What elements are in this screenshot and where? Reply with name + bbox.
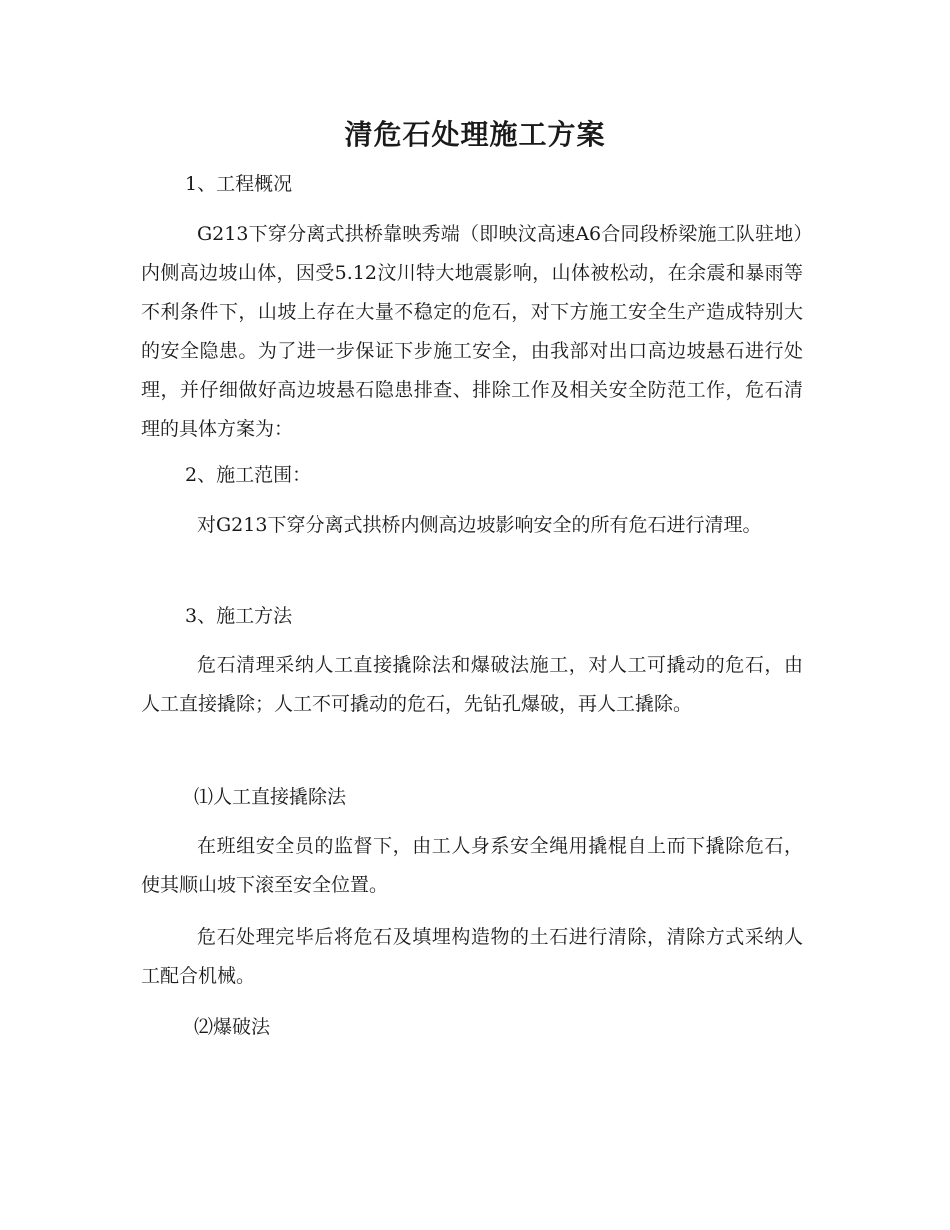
subheading-blasting: ⑵爆破法 xyxy=(194,1016,271,1038)
document-title: 清危石处理施工方案 xyxy=(344,118,606,151)
section-heading-overview: 1、工程概况 xyxy=(185,173,293,195)
section-paragraph-overview: G213下穿分离式拱桥靠映秀端（即映汶高速A6合同段桥梁施工队驻地）内侧高边坡山体，因受5.12汶川特大地震影响，山体被松动，在余震和暴雨等不利条件下，山坡上存在大量不稳定的危石，对下方施工安全生产造成特别大的安全隐患。为了进一步保证下步施工安全，由我部对出口高边坡悬石进行处理，并仔细做好高边坡悬石隐患排查、排除工作及相关安全防范工作，危石清理的具体方案为： xyxy=(141,223,803,440)
paragraph-manual-prying: 在班组安全员的监督下，由工人身系安全绳用撬棍自上而下撬除危石，使其顺山坡下滚至安全位置。 xyxy=(141,835,803,896)
section-heading-method: 3、施工方法 xyxy=(185,605,293,627)
section-paragraph-scope: 对G213下穿分离式拱桥内侧高边坡影响安全的所有危石进行清理。 xyxy=(197,514,762,536)
paragraph-cleanup: 危石处理完毕后将危石及填埋构造物的土石进行清除，清除方式采纳人工配合机械。 xyxy=(141,926,803,987)
subheading-manual-prying: ⑴人工直接撬除法 xyxy=(194,786,347,808)
section-paragraph-method: 危石清理采纳人工直接撬除法和爆破法施工，对人工可撬动的危石，由人工直接撬除；人工不可撬动的危石，先钻孔爆破，再人工撬除。 xyxy=(141,654,803,715)
section-heading-scope: 2、施工范围： xyxy=(185,464,312,486)
